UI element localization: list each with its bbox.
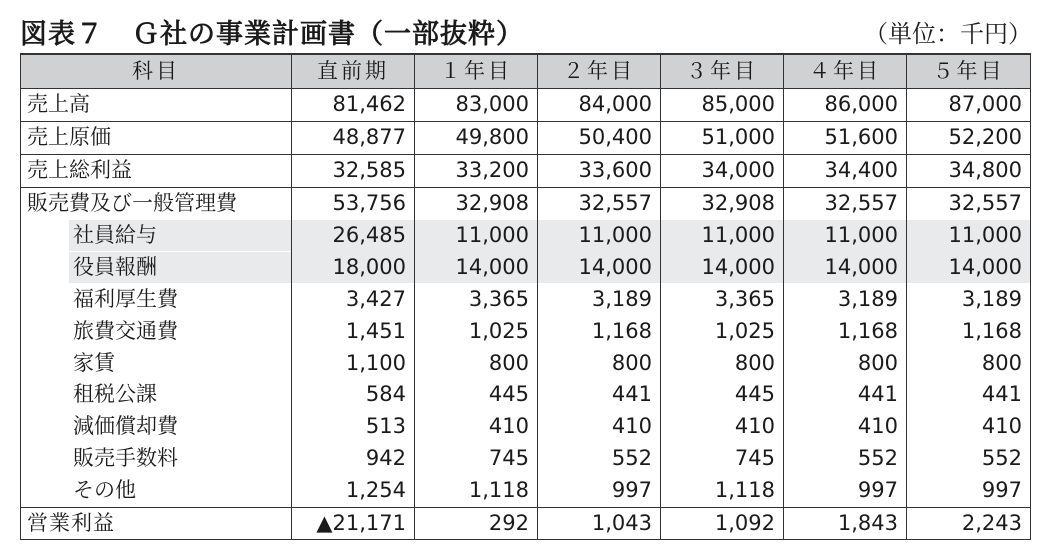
cell-value: 3,189 <box>907 283 1031 315</box>
cell-value: 1,092 <box>661 507 784 540</box>
cell-value: 32,585 <box>292 154 415 187</box>
header-year-2: ２年目 <box>538 54 661 89</box>
cell-value: 997 <box>907 475 1031 507</box>
cell-value: 32,557 <box>538 187 661 219</box>
table-row <box>21 347 1031 379</box>
table-row <box>21 379 1031 411</box>
cell-value: 1,025 <box>415 315 538 347</box>
row-label: 販売手数料 <box>21 443 292 475</box>
cell-value: 292 <box>415 507 538 540</box>
cell-value: 11,000 <box>415 220 538 252</box>
document-title: 図表７ Ｇ社の事業計画書（一部抜粋） <box>20 19 524 50</box>
row-label: 福利厚生費 <box>21 283 292 315</box>
table-row <box>21 475 1031 507</box>
table-row <box>21 121 1031 154</box>
cell-value: 1,843 <box>784 507 907 540</box>
header-year-1: １年目 <box>415 54 538 89</box>
cell-value: 32,557 <box>784 187 907 219</box>
cell-value: 11,000 <box>784 220 907 252</box>
cell-value: 1,254 <box>292 475 415 507</box>
cell-value: 552 <box>784 443 907 475</box>
row-label: 家賃 <box>21 347 292 379</box>
cell-value: 942 <box>292 443 415 475</box>
cell-value: 410 <box>784 411 907 443</box>
cell-value: 1,451 <box>292 315 415 347</box>
cell-value: 800 <box>538 347 661 379</box>
row-label: 販売費及び一般管理費 <box>21 187 292 219</box>
cell-value: 32,557 <box>907 187 1031 219</box>
cell-value: 745 <box>661 443 784 475</box>
table-row <box>21 443 1031 475</box>
cell-value: 3,365 <box>415 283 538 315</box>
cell-value: 26,485 <box>292 220 415 252</box>
cell-value: 14,000 <box>784 251 907 283</box>
table-row <box>21 315 1031 347</box>
cell-value: 14,000 <box>907 251 1031 283</box>
table-header-row <box>21 54 1031 89</box>
row-label <box>21 220 292 252</box>
row-label <box>21 251 292 283</box>
cell-value: 85,000 <box>661 89 784 122</box>
cell-value: 84,000 <box>538 89 661 122</box>
cell-value: 11,000 <box>661 220 784 252</box>
table-row <box>21 154 1031 187</box>
row-label: 売上高 <box>21 89 292 122</box>
cell-value: 410 <box>538 411 661 443</box>
cell-value: 11,000 <box>538 220 661 252</box>
cell-value: 33,200 <box>415 154 538 187</box>
cell-value: 441 <box>907 379 1031 411</box>
header-year-5: ５年目 <box>907 54 1031 89</box>
cell-value: 32,908 <box>661 187 784 219</box>
cell-value: 410 <box>907 411 1031 443</box>
cell-value: 445 <box>415 379 538 411</box>
cell-value: 52,200 <box>907 121 1031 154</box>
cell-value: 3,189 <box>538 283 661 315</box>
cell-value: 3,365 <box>661 283 784 315</box>
cell-value: 800 <box>907 347 1031 379</box>
cell-value: 1,025 <box>661 315 784 347</box>
cell-value: 34,800 <box>907 154 1031 187</box>
cell-value: 34,400 <box>784 154 907 187</box>
row-label: 租税公課 <box>21 379 292 411</box>
cell-value: 410 <box>415 411 538 443</box>
cell-value: 11,000 <box>907 220 1031 252</box>
row-label: 営業利益 <box>21 507 292 540</box>
cell-value: 3,189 <box>784 283 907 315</box>
cell-value: 3,427 <box>292 283 415 315</box>
cell-value: 86,000 <box>784 89 907 122</box>
business-plan-table <box>20 53 1031 540</box>
cell-value: 18,000 <box>292 251 415 283</box>
row-label: 減価償却費 <box>21 411 292 443</box>
cell-value: 34,000 <box>661 154 784 187</box>
unit-label: （単位：千円） <box>864 20 1032 48</box>
row-label-text: 役員報酬 <box>69 252 291 283</box>
header-previous-period: 直前期 <box>292 54 415 89</box>
table-row <box>21 411 1031 443</box>
cell-value: 410 <box>661 411 784 443</box>
cell-value: 552 <box>538 443 661 475</box>
cell-value: 1,043 <box>538 507 661 540</box>
cell-value: 800 <box>415 347 538 379</box>
cell-value: 745 <box>415 443 538 475</box>
header-year-4: ４年目 <box>784 54 907 89</box>
cell-value: 14,000 <box>538 251 661 283</box>
row-label: その他 <box>21 475 292 507</box>
cell-value: 1,100 <box>292 347 415 379</box>
cell-value: 445 <box>661 379 784 411</box>
row-label: 売上原価 <box>21 121 292 154</box>
cell-value: 48,877 <box>292 121 415 154</box>
cell-value: 81,462 <box>292 89 415 122</box>
cell-value: 14,000 <box>661 251 784 283</box>
cell-value: 50,400 <box>538 121 661 154</box>
cell-value: 32,908 <box>415 187 538 219</box>
header-item: 科目 <box>21 54 292 89</box>
cell-value: 584 <box>292 379 415 411</box>
table-row <box>21 89 1031 122</box>
cell-value: 33,600 <box>538 154 661 187</box>
cell-value: 49,800 <box>415 121 538 154</box>
cell-value: 1,118 <box>415 475 538 507</box>
cell-value: 441 <box>538 379 661 411</box>
cell-value: 1,168 <box>907 315 1031 347</box>
cell-value: 997 <box>784 475 907 507</box>
cell-value: 513 <box>292 411 415 443</box>
cell-value: 83,000 <box>415 89 538 122</box>
cell-value: 1,168 <box>538 315 661 347</box>
table-row <box>21 187 1031 219</box>
row-label: 旅費交通費 <box>21 315 292 347</box>
header-year-3: ３年目 <box>661 54 784 89</box>
cell-value: ▲21,171 <box>292 507 415 540</box>
table-row-highlighted <box>21 220 1031 252</box>
table-row <box>21 283 1031 315</box>
table-row-highlighted <box>21 251 1031 283</box>
row-label: 売上総利益 <box>21 154 292 187</box>
cell-value: 800 <box>784 347 907 379</box>
cell-value: 552 <box>907 443 1031 475</box>
cell-value: 51,000 <box>661 121 784 154</box>
cell-value: 87,000 <box>907 89 1031 122</box>
cell-value: 997 <box>538 475 661 507</box>
cell-value: 2,243 <box>907 507 1031 540</box>
cell-value: 14,000 <box>415 251 538 283</box>
table-row-total <box>21 507 1031 540</box>
cell-value: 53,756 <box>292 187 415 219</box>
cell-value: 51,600 <box>784 121 907 154</box>
row-label-text: 社員給与 <box>69 220 291 251</box>
cell-value: 800 <box>661 347 784 379</box>
cell-value: 1,168 <box>784 315 907 347</box>
cell-value: 1,118 <box>661 475 784 507</box>
cell-value: 441 <box>784 379 907 411</box>
